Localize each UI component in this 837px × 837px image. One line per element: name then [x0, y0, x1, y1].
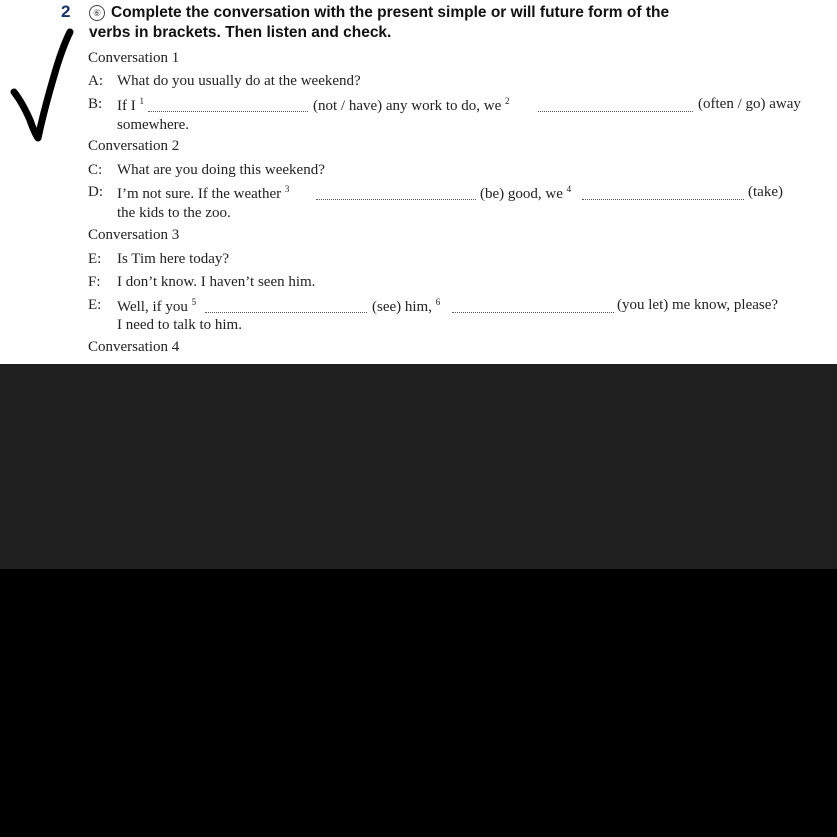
conversation-2-heading: Conversation 2	[88, 138, 180, 154]
dark-gray-band	[0, 364, 837, 569]
line-d-hint2: (take)	[748, 184, 783, 200]
speaker-c: C:	[88, 162, 103, 178]
line-a-text: What do you usually do at the weekend?	[117, 73, 361, 89]
speaker-e-2: E:	[88, 297, 102, 313]
line-e2-part1: Well, if you $^5$	[117, 297, 197, 315]
speaker-f: F:	[88, 274, 101, 290]
line-e-text: Is Tim here today?	[117, 251, 230, 267]
instruction-line-1: Complete the conversation with the present simple or will future form of the	[111, 4, 670, 21]
handwritten-checkmark-icon	[8, 26, 78, 144]
answer-blank-1[interactable]	[148, 111, 308, 112]
answer-blank-4[interactable]	[582, 199, 744, 200]
audio-track-icon[interactable]: ⑥	[89, 5, 105, 21]
speaker-b: B:	[88, 96, 103, 112]
line-b-hint2: (often / go) away	[698, 96, 801, 112]
line-d-continuation: the kids to the zoo.	[117, 205, 231, 221]
gap-6-number: 6	[435, 297, 441, 307]
answer-blank-2[interactable]	[538, 111, 693, 112]
line-c-text: What are you doing this weekend?	[117, 162, 325, 178]
answer-blank-6[interactable]	[452, 312, 614, 313]
line-f-text: I don’t know. I haven’t seen him.	[117, 274, 316, 290]
instruction-line-2: verbs in brackets. Then listen and check.	[89, 24, 392, 41]
conversation-3-heading: Conversation 3	[88, 227, 180, 243]
line-e2-hint1: (see) him, $^6$	[372, 297, 441, 315]
line-b-continuation: somewhere.	[117, 117, 190, 133]
line-d-part1: I’m not sure. If the weather $^3$	[117, 184, 290, 202]
speaker-d: D:	[88, 184, 103, 200]
line-b-hint1: (not / have) any work to do, we $^2$	[313, 96, 510, 114]
conversation-1-heading: Conversation 1	[88, 50, 180, 66]
exercise-number: 2	[61, 2, 71, 21]
conversation-4-heading: Conversation 4	[88, 339, 180, 355]
line-b-part1: If I $^1$	[117, 96, 144, 114]
line-e2-continuation: I need to talk to him.	[117, 317, 242, 333]
worksheet-page	[0, 0, 837, 364]
gap-5-number: 5	[191, 297, 197, 307]
line-e2-hint2: (you let) me know, please?	[617, 297, 779, 313]
answer-blank-5[interactable]	[205, 312, 367, 313]
gap-3-number: 3	[284, 184, 290, 194]
gap-2-number: 2	[505, 96, 510, 106]
gap-4-number: 4	[566, 184, 572, 194]
speaker-e: E:	[88, 251, 102, 267]
gap-1-number: 1	[139, 96, 144, 106]
speaker-a: A:	[88, 73, 103, 89]
line-d-hint1: (be) good, we $^4$	[480, 184, 572, 202]
black-area	[0, 569, 837, 837]
answer-blank-3[interactable]	[316, 199, 476, 200]
